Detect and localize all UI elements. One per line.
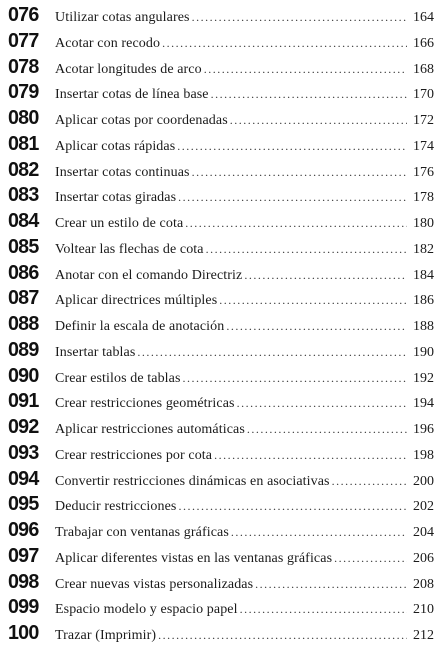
entry-title: Crear nuevas vistas personalizadas [55, 576, 254, 592]
dot-leader [214, 443, 407, 469]
entry-page: 184 [413, 267, 434, 283]
entry-page: 178 [413, 190, 434, 206]
toc-entry[interactable] [8, 234, 434, 260]
entry-title: Aplicar restricciones automáticas [55, 422, 245, 437]
toc-entry[interactable] [8, 466, 434, 492]
toc-entry[interactable] [8, 337, 434, 363]
entry-page: 212 [413, 628, 434, 643]
entry-title: Insertar tablas [55, 344, 136, 360]
entry-page: 196 [413, 422, 434, 437]
entry-page: 202 [413, 499, 434, 515]
dot-leader [178, 494, 407, 520]
entry-page: 206 [413, 550, 434, 566]
entry-title: Insertar cotas giradas [55, 190, 177, 206]
entry-number: 085 [8, 234, 39, 258]
toc-entry[interactable] [8, 517, 434, 543]
entry-number: 092 [8, 415, 39, 438]
entry-page: 166 [413, 35, 434, 51]
entry-title: Espacio modelo y espacio papel [55, 602, 238, 618]
entry-page: 208 [413, 576, 434, 592]
toc-entry[interactable] [8, 594, 434, 620]
dot-leader [244, 263, 407, 289]
dot-leader [185, 211, 407, 237]
entry-page: 172 [413, 113, 434, 128]
dot-leader [206, 237, 407, 263]
entry-number: 082 [8, 157, 39, 181]
entry-title: Crear restricciones por cota [55, 447, 213, 463]
toc-entry[interactable] [8, 363, 434, 389]
entry-title: Acotar longitudes de arco [55, 61, 202, 77]
entry-number: 093 [8, 440, 39, 464]
entry-title: Insertar cotas continuas [55, 164, 190, 180]
dot-leader [178, 185, 407, 211]
dot-leader [255, 572, 407, 598]
toc-entry[interactable] [8, 620, 434, 646]
entry-page: 176 [413, 164, 434, 180]
dot-leader [192, 5, 407, 31]
entry-title: Aplicar cotas rápidas [55, 138, 176, 154]
dot-leader [192, 160, 407, 186]
entry-number: 087 [8, 286, 39, 310]
dot-leader [177, 134, 407, 160]
entry-number: 097 [8, 543, 39, 567]
entry-page: 180 [413, 216, 434, 231]
entry-page: 198 [413, 447, 434, 463]
entry-number: 090 [8, 363, 39, 387]
entry-page: 188 [413, 319, 434, 334]
dot-leader [226, 314, 407, 340]
dot-leader [162, 31, 407, 57]
toc-entry[interactable] [8, 285, 434, 311]
entry-page: 182 [413, 241, 434, 257]
entry-number: 079 [8, 80, 39, 104]
toc-entry[interactable] [8, 28, 434, 54]
entry-title: Crear estilos de tablas [55, 370, 181, 386]
dot-leader [183, 366, 407, 392]
entry-page: 168 [413, 61, 434, 77]
toc-entry[interactable] [8, 2, 434, 28]
entry-number: 098 [8, 569, 39, 593]
dot-leader [332, 469, 407, 495]
dot-leader [237, 391, 407, 417]
toc-entry[interactable] [8, 105, 434, 131]
toc-entry[interactable] [8, 311, 434, 337]
dot-leader [158, 623, 407, 649]
entry-number: 080 [8, 106, 39, 129]
entry-title: Aplicar diferentes vistas en las ventanas gráficas [55, 550, 333, 566]
entry-title: Voltear las flechas de cota [55, 241, 204, 257]
toc-entry[interactable] [8, 260, 434, 286]
dot-leader [219, 288, 407, 314]
toc-entry[interactable] [8, 543, 434, 569]
toc-entry[interactable] [8, 208, 434, 234]
entry-title: Acotar con recodo [55, 35, 161, 51]
dot-leader [334, 546, 407, 572]
toc-entry[interactable] [8, 414, 434, 440]
entry-page: 200 [413, 473, 434, 489]
toc-entry[interactable] [8, 182, 434, 208]
entry-page: 186 [413, 293, 434, 309]
dot-leader [231, 520, 407, 546]
entry-title: Trazar (Imprimir) [55, 628, 157, 643]
entry-title: Definir la escala de anotación [55, 319, 225, 334]
entry-page: 190 [413, 344, 434, 360]
entry-number: 094 [8, 466, 39, 490]
entry-number: 099 [8, 595, 39, 619]
toc-entry[interactable] [8, 131, 434, 157]
toc-entry[interactable] [8, 440, 434, 466]
entry-number: 089 [8, 337, 39, 361]
entry-title: Convertir restricciones dinámicas en asociativas [55, 473, 330, 489]
entry-number: 083 [8, 183, 39, 207]
entry-title: Trabajar con ventanas gráficas [55, 525, 229, 540]
table-of-contents [8, 2, 434, 646]
toc-entry[interactable] [8, 79, 434, 105]
entry-page: 170 [413, 87, 434, 103]
dot-leader [204, 57, 407, 83]
entry-page: 192 [413, 370, 434, 386]
entry-page: 164 [413, 10, 434, 25]
entry-number: 086 [8, 260, 39, 284]
entry-number: 088 [8, 312, 39, 335]
entry-number: 095 [8, 492, 39, 516]
dot-leader [211, 82, 407, 108]
entry-number: 100 [8, 621, 39, 644]
toc-entry[interactable] [8, 491, 434, 517]
entry-page: 210 [413, 602, 434, 618]
entry-title: Deducir restricciones [55, 499, 177, 515]
entry-number: 077 [8, 28, 39, 52]
entry-number: 076 [8, 3, 39, 26]
toc-entry[interactable] [8, 569, 434, 595]
entry-number: 084 [8, 209, 39, 232]
entry-number: 081 [8, 131, 39, 155]
dot-leader [240, 597, 407, 623]
toc-entry[interactable] [8, 388, 434, 414]
dot-leader [230, 108, 407, 134]
entry-title: Aplicar cotas por coordenadas [55, 113, 228, 128]
entry-title: Aplicar directrices múltiples [55, 293, 218, 309]
entry-number: 096 [8, 518, 39, 541]
dot-leader [137, 340, 407, 366]
toc-entry[interactable] [8, 157, 434, 183]
entry-title: Insertar cotas de línea base [55, 87, 209, 103]
entry-page: 204 [413, 525, 434, 540]
entry-title: Anotar con el comando Directriz [55, 267, 243, 283]
entry-page: 174 [413, 138, 434, 154]
entry-page: 194 [413, 396, 434, 412]
entry-title: Crear un estilo de cota [55, 216, 184, 231]
dot-leader [247, 417, 407, 443]
entry-number: 078 [8, 54, 39, 78]
entry-title: Utilizar cotas angulares [55, 10, 190, 25]
toc-entry[interactable] [8, 54, 434, 80]
entry-title: Crear restricciones geométricas [55, 396, 235, 412]
entry-number: 091 [8, 389, 39, 413]
